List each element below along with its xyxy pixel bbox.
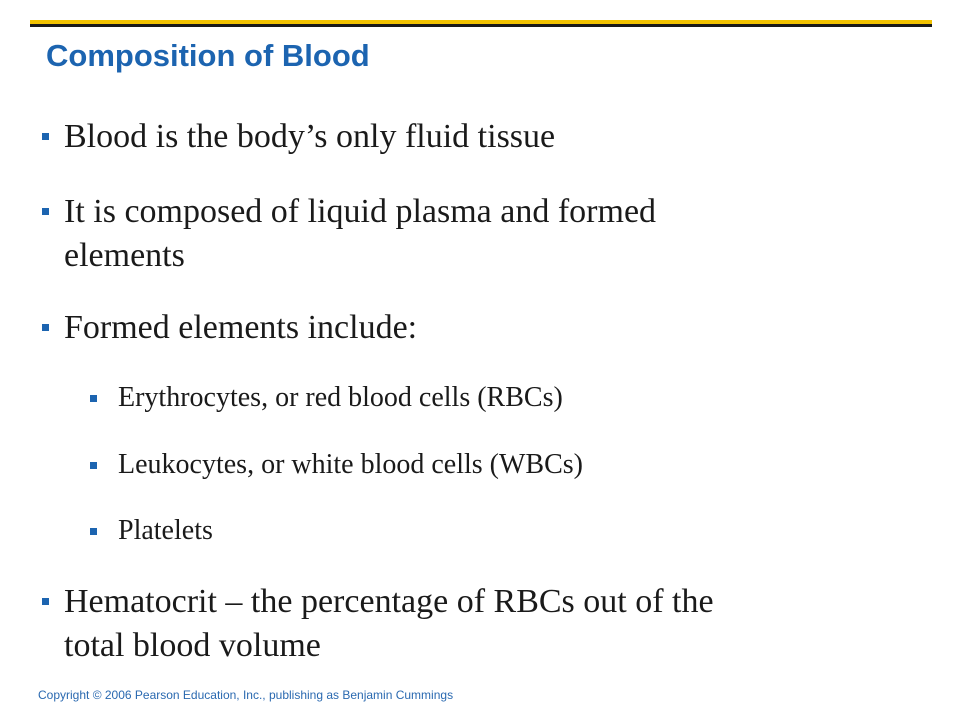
sub-bullet-item [90,380,563,416]
square-bullet-icon [42,208,49,215]
square-bullet-icon [42,598,49,605]
sub-bullet-text: Leukocytes, or white blood cells (WBCs) [118,449,584,480]
bullet-text-line: total blood volume [64,627,321,664]
sub-bullet-item [90,513,213,549]
square-bullet-icon [42,324,49,331]
bullet-item [42,190,656,278]
square-bullet-icon [42,133,49,140]
bullet-item [42,580,714,668]
bullet-text: Formed elements include: [64,309,418,346]
bullet-item [42,306,417,350]
sub-bullet-item [90,447,583,483]
bullet-text: Blood is the body’s only fluid tissue [64,118,556,155]
square-bullet-icon [90,462,97,469]
bullet-item [42,115,555,159]
copyright-footer: Copyright © 2006 Pearson Education, Inc., publishing as Benjamin Cummings [38,688,454,702]
square-bullet-icon [90,528,97,535]
slide-title: Composition of Blood [46,38,370,73]
bullet-text-line: elements [64,237,185,274]
bullet-text-line: It is composed of liquid plasma and formed [64,193,657,230]
bullet-text-line: Hematocrit – the percentage of RBCs out of the [64,583,714,620]
sub-bullet-text: Platelets [118,515,213,546]
sub-bullet-text: Erythrocytes, or red blood cells (RBCs) [118,382,563,413]
square-bullet-icon [90,395,97,402]
